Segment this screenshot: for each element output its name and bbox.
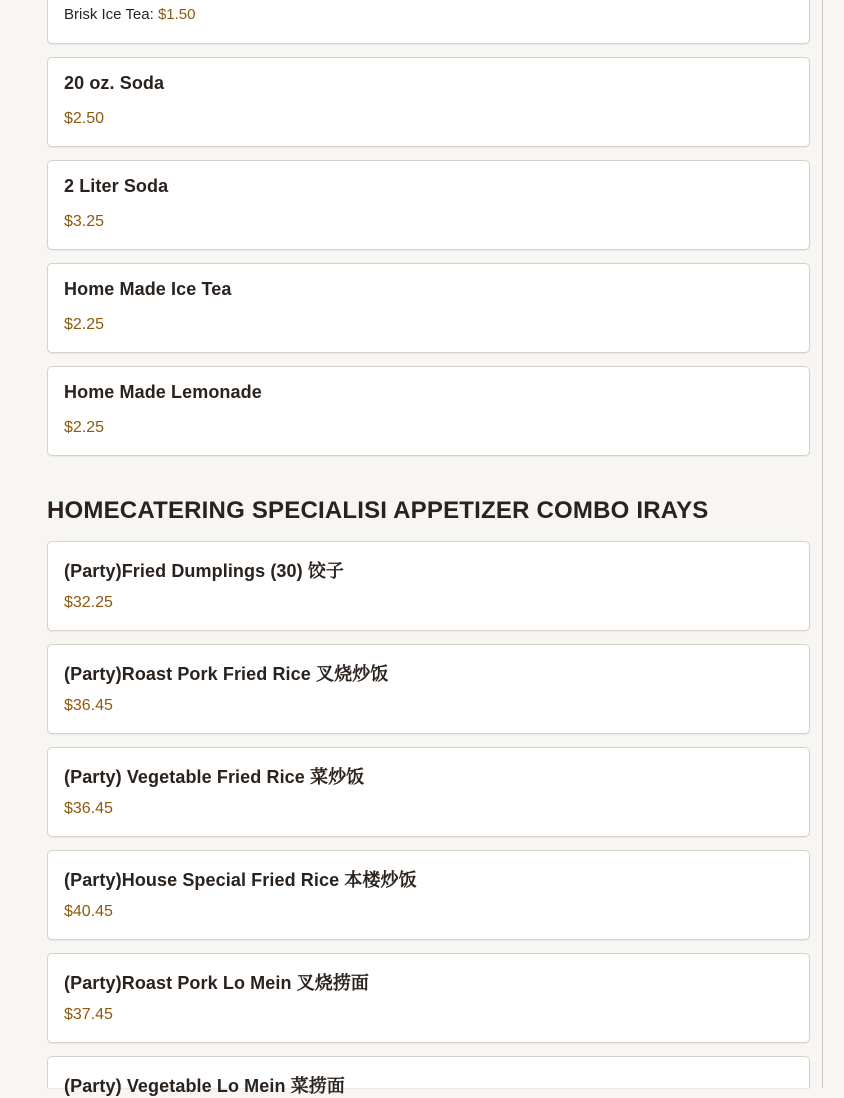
menu-item-name: (Party)House Special Fried Rice 本楼炒饭 [64, 870, 417, 890]
content-divider [822, 0, 823, 1088]
menu-item-price: $3.25 [64, 213, 105, 230]
menu-item-name: Home Made Lemonade [64, 382, 262, 402]
menu-item-price: $2.50 [64, 110, 105, 127]
menu-item-card-brisk-ice-tea[interactable] [47, 0, 810, 44]
menu-item-name: (Party)Roast Pork Lo Mein 叉烧捞面 [64, 973, 370, 993]
menu-item-card[interactable] [47, 747, 810, 837]
menu-item-name: (Party)Fried Dumplings (30) 饺子 [64, 561, 345, 581]
menu-item-card[interactable] [47, 644, 810, 734]
menu-item-name: Home Made Ice Tea [64, 279, 232, 299]
menu-item-card[interactable] [47, 953, 810, 1043]
menu-item-card[interactable] [47, 850, 810, 940]
menu-item-price: $36.45 [64, 800, 113, 817]
section-title: HOMECATERING SPECIALISI APPETIZER COMBO IRAYS [47, 497, 709, 524]
menu-item-detail [64, 6, 195, 23]
menu-item-card[interactable] [47, 263, 810, 353]
menu-item-card[interactable] [47, 160, 810, 250]
menu-item-card[interactable] [47, 57, 810, 147]
menu-item-card[interactable] [47, 366, 810, 456]
menu-item-card[interactable] [47, 1056, 810, 1096]
menu-item-price: $40.45 [64, 903, 113, 920]
menu-item-name: 2 Liter Soda [64, 176, 169, 196]
menu-item-price: $2.25 [64, 419, 105, 436]
menu-item-name: (Party)Roast Pork Fried Rice 叉烧炒饭 [64, 664, 389, 684]
menu-item-card[interactable] [47, 541, 810, 631]
menu-item-name: 20 oz. Soda [64, 73, 165, 93]
menu-item-name: (Party) Vegetable Fried Rice 菜炒饭 [64, 767, 365, 787]
menu-item-price: $32.25 [64, 594, 113, 611]
menu-item-detail-price: $1.50 [157, 6, 196, 23]
menu-item-detail-label: Brisk Ice Tea: [64, 6, 154, 23]
menu-item-price: $36.45 [64, 697, 113, 714]
menu-item-name: (Party) Vegetable Lo Mein 菜捞面 [64, 1076, 345, 1096]
menu-item-price: $2.25 [64, 316, 105, 333]
menu-item-price: $37.45 [64, 1006, 113, 1023]
